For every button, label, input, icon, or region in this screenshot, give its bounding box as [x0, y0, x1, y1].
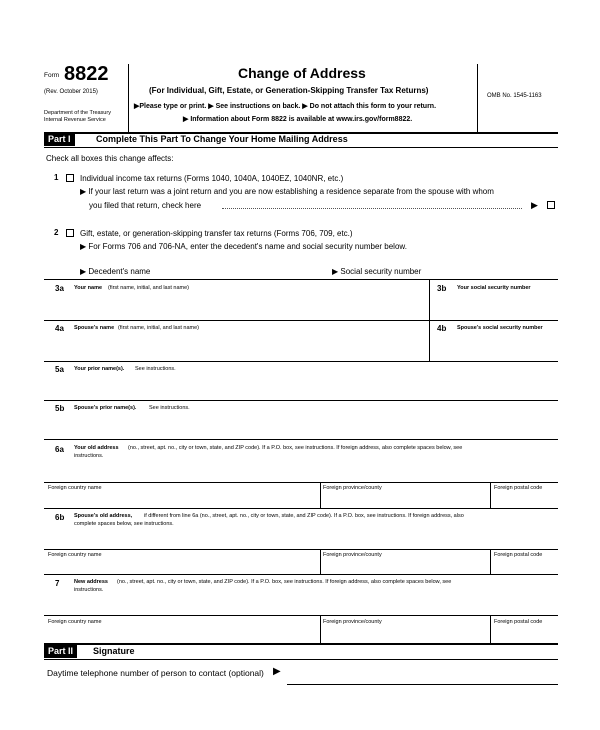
form-title: Change of Address [238, 65, 366, 81]
line4b-label: Spouse's social security number [457, 325, 543, 331]
line3a-label: Your name [74, 285, 103, 291]
foreign-country-label-7: Foreign country name [48, 619, 102, 625]
decedent-name-label: ▶ Decedent's name [80, 267, 151, 276]
item1-sub-line2: you filed that return, check here [89, 201, 202, 210]
foreign-country-label-6b: Foreign country name [48, 552, 102, 558]
foreign-province-label-6a: Foreign province/county [323, 485, 382, 491]
line6b-note1: if different from line 6a (no., street, apt. no., city or town, state, and ZIP code). If a P.O. box, see instructions. If foreign address, also [144, 513, 464, 519]
form-info-line: ▶ Information about Form 8822 is available at www.irs.gov/form8822. [183, 116, 413, 123]
part2-title: Signature [93, 646, 135, 656]
form-subtitle: (For Individual, Gift, Estate, or Generation-Skipping Transfer Tax Returns) [149, 86, 429, 95]
part1-label: Part I [44, 133, 75, 146]
foreign-province-label-7: Foreign province/county [323, 619, 382, 625]
phone-label: Daytime telephone number of person to contact (optional) [47, 668, 264, 678]
part1-title: Complete This Part To Change Your Home Mailing Address [96, 134, 348, 144]
line6a-number: 6a [55, 445, 64, 454]
line5a-note: See instructions. [135, 366, 176, 372]
form-instructions: ▶Please type or print. ▶ See instructions on back. ▶ Do not attach this form to your return. [134, 103, 437, 110]
item1-leader-dots [222, 208, 522, 209]
department-line1: Department of the Treasury [44, 110, 111, 116]
decedent-ssn-label: ▶ Social security number [332, 267, 422, 276]
item2-number: 2 [54, 228, 59, 237]
line6a-label: Your old address [74, 445, 119, 451]
foreign-postal-label-6b: Foreign postal code [494, 552, 543, 558]
gift-estate-returns-checkbox[interactable] [66, 229, 74, 237]
line5a-number: 5a [55, 365, 64, 374]
foreign-divider-1-7 [320, 615, 321, 644]
line6b-number: 6b [55, 513, 65, 522]
line6a-note2: instructions. [74, 453, 104, 459]
line5b-number: 5b [55, 404, 65, 413]
item1-arrow: ▶ [531, 200, 538, 210]
line7-number: 7 [55, 579, 60, 588]
form-word: Form [44, 72, 60, 79]
line3b-number: 3b [437, 284, 447, 293]
line5b-label: Spouse's prior name(s). [74, 405, 137, 411]
phone-number-field[interactable] [287, 666, 558, 684]
phone-number-rule [287, 684, 558, 685]
line4b-number: 4b [437, 324, 447, 333]
joint-return-checkbox[interactable] [547, 201, 555, 209]
form-number: 8822 [64, 63, 109, 85]
foreign-divider-1-6a [320, 482, 321, 509]
line3b-label: Your social security number [457, 285, 531, 291]
omb-number: OMB No. 1545-1163 [487, 93, 542, 99]
line4a-number: 4a [55, 324, 64, 333]
header-divider-left [128, 64, 129, 132]
part2-bar-rule [44, 659, 558, 660]
revision-date: (Rev. October 2015) [44, 89, 98, 95]
item1-text: Individual income tax returns (Forms 1040, 1040A, 1040EZ, 1040NR, etc.) [80, 174, 344, 183]
part2-label: Part II [44, 645, 77, 658]
line6b-label: Spouse's old address, [74, 513, 133, 519]
line4a-note: (first name, initial, and last name) [118, 325, 200, 331]
department-line2: Internal Revenue Service [44, 117, 106, 123]
foreign-divider-2-7 [490, 615, 491, 644]
phone-arrow: ▶ [273, 666, 281, 677]
individual-returns-checkbox[interactable] [66, 174, 74, 182]
item2-text: Gift, estate, or generation-skipping transfer tax returns (Forms 706, 709, etc.) [80, 229, 353, 238]
header-divider-right [477, 64, 478, 132]
line3a-number: 3a [55, 284, 64, 293]
item1-number: 1 [54, 173, 59, 182]
part1-bar-rule [44, 147, 558, 148]
line3a-note: (first name, initial, and last name) [108, 285, 190, 291]
part1-bottom-rule [44, 643, 558, 645]
foreign-divider-2-6a [490, 482, 491, 509]
line6b-note2: complete spaces below, see instructions. [74, 521, 174, 527]
item1-sub-line1: ▶ If your last return was a joint return and you are now establishing a residence separate from the spouse with whom [80, 187, 494, 196]
foreign-country-label-6a: Foreign country name [48, 485, 102, 491]
line7-label: New address [74, 579, 108, 585]
foreign-postal-label-7: Foreign postal code [494, 619, 543, 625]
foreign-province-label-6b: Foreign province/county [323, 552, 382, 558]
check-all-instruction: Check all boxes this change affects: [46, 154, 174, 163]
line7-note2: instructions. [74, 587, 104, 593]
line6a-note1: (no., street, apt. no., city or town, state, and ZIP code). If a P.O. box, see instructions. If foreign address, also complete spaces below, see [128, 445, 463, 451]
foreign-postal-label-6a: Foreign postal code [494, 485, 543, 491]
line5a-label: Your prior name(s). [74, 366, 125, 372]
item2-sub: ▶ For Forms 706 and 706-NA, enter the decedent's name and social security number below. [80, 242, 407, 251]
foreign-divider-1-6b [320, 549, 321, 575]
line5b-note: See instructions. [149, 405, 190, 411]
line7-note1: (no., street, apt. no., city or town, state, and ZIP code). If a P.O. box, see instructions. If foreign address, also complete spaces below, see [117, 579, 452, 585]
foreign-divider-2-6b [490, 549, 491, 575]
line4a-label: Spouse's name [74, 325, 115, 331]
